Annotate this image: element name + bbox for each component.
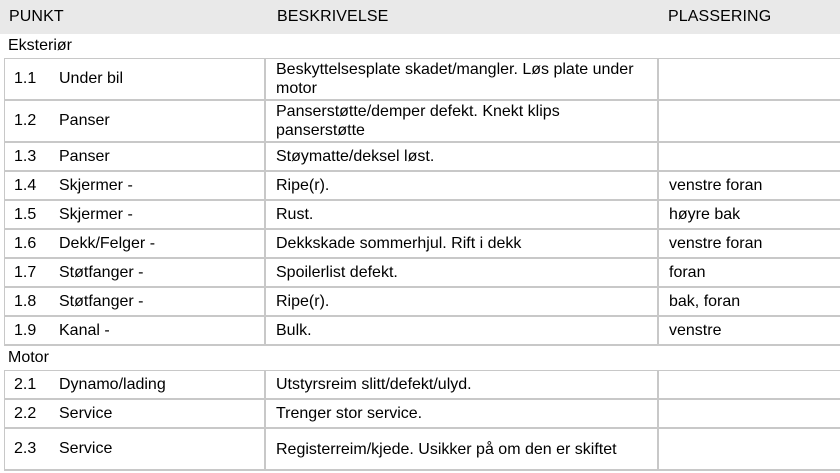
item-name: Panser [59, 147, 110, 165]
punkt-cell [5, 201, 266, 228]
table-row [5, 400, 840, 429]
item-number: 1.2 [14, 112, 37, 129]
punkt-cell [5, 143, 266, 170]
item-name: Service [59, 404, 113, 422]
table-row [5, 288, 840, 317]
table-row [5, 201, 840, 230]
item-name: Panser [59, 112, 110, 129]
item-name: Dynamo/lading [59, 375, 166, 393]
description-cell: Rust. [266, 201, 659, 228]
section-table-motor [4, 370, 840, 471]
item-number: 1.1 [14, 70, 37, 87]
table-row [5, 101, 840, 143]
item-number: 2.1 [14, 375, 37, 393]
punkt-cell [5, 317, 266, 344]
description-cell: Panserstøtte/demper defekt. Knekt klips panserstøtte [266, 101, 659, 141]
punkt-cell [5, 400, 266, 427]
placement-cell [659, 400, 837, 427]
placement-cell [659, 429, 837, 469]
description-cell: Dekkskade sommerhjul. Rift i dekk [266, 230, 659, 257]
description-cell: Registerreim/kjede. Usikker på om den er skiftet [266, 429, 659, 469]
item-number: 2.2 [14, 404, 37, 422]
section-title-motor: Motor [8, 349, 49, 366]
item-name: Service [59, 440, 113, 457]
table-header [0, 0, 840, 34]
placement-cell: venstre foran [669, 234, 763, 252]
header-punkt: PUNKT [9, 8, 64, 25]
item-number: 1.5 [14, 205, 37, 223]
item-name: Skjermer - [59, 205, 133, 223]
punkt-cell [5, 101, 266, 141]
table-row [5, 143, 840, 172]
placement-cell [659, 143, 837, 170]
table-row [5, 259, 840, 288]
description-cell: Spoilerlist defekt. [266, 259, 659, 286]
placement-cell [659, 101, 837, 141]
placement-cell: bak, foran [669, 292, 741, 310]
table-row [5, 371, 840, 400]
placement-cell [659, 59, 837, 99]
description-cell: Trenger stor service. [266, 400, 659, 427]
description-cell: Bulk. [266, 317, 659, 344]
description-cell: Utstyrsreim slitt/defekt/ulyd. [266, 371, 659, 398]
header-beskrivelse: BESKRIVELSE [277, 8, 389, 25]
punkt-cell [5, 230, 266, 257]
item-number: 1.4 [14, 176, 37, 194]
item-name: Støtfanger - [59, 292, 144, 310]
description-cell: Ripe(r). [266, 172, 659, 199]
item-name: Kanal - [59, 321, 110, 339]
placement-cell [659, 371, 837, 398]
punkt-cell [5, 172, 266, 199]
punkt-cell [5, 429, 266, 469]
item-number: 1.8 [14, 292, 37, 310]
punkt-cell [5, 259, 266, 286]
table-row [5, 172, 840, 201]
item-name: Dekk/Felger - [59, 234, 156, 252]
item-number: 1.3 [14, 147, 37, 165]
table-row [5, 317, 840, 346]
punkt-cell [5, 371, 266, 398]
item-number: 1.6 [14, 234, 37, 252]
placement-cell: foran [669, 263, 706, 281]
placement-cell: venstre foran [669, 176, 763, 194]
table-row [5, 230, 840, 259]
header-plassering: PLASSERING [668, 8, 772, 25]
item-name: Under bil [59, 70, 124, 87]
item-number: 1.7 [14, 263, 37, 281]
section-table-eksterior [4, 58, 840, 346]
description-cell: Støymatte/deksel løst. [266, 143, 659, 170]
item-number: 1.9 [14, 321, 37, 339]
item-name: Støtfanger - [59, 263, 144, 281]
punkt-cell [5, 59, 266, 99]
item-number: 2.3 [14, 440, 37, 457]
placement-cell: høyre bak [669, 205, 741, 223]
placement-cell: venstre [669, 321, 722, 339]
description-cell: Beskyttelsesplate skadet/mangler. Løs plate under motor [266, 59, 659, 99]
punkt-cell [5, 288, 266, 315]
table-row [5, 59, 840, 101]
description-cell: Ripe(r). [266, 288, 659, 315]
item-name: Skjermer - [59, 176, 133, 194]
table-row [5, 429, 840, 471]
section-title-eksterior: Eksteriør [8, 37, 72, 54]
